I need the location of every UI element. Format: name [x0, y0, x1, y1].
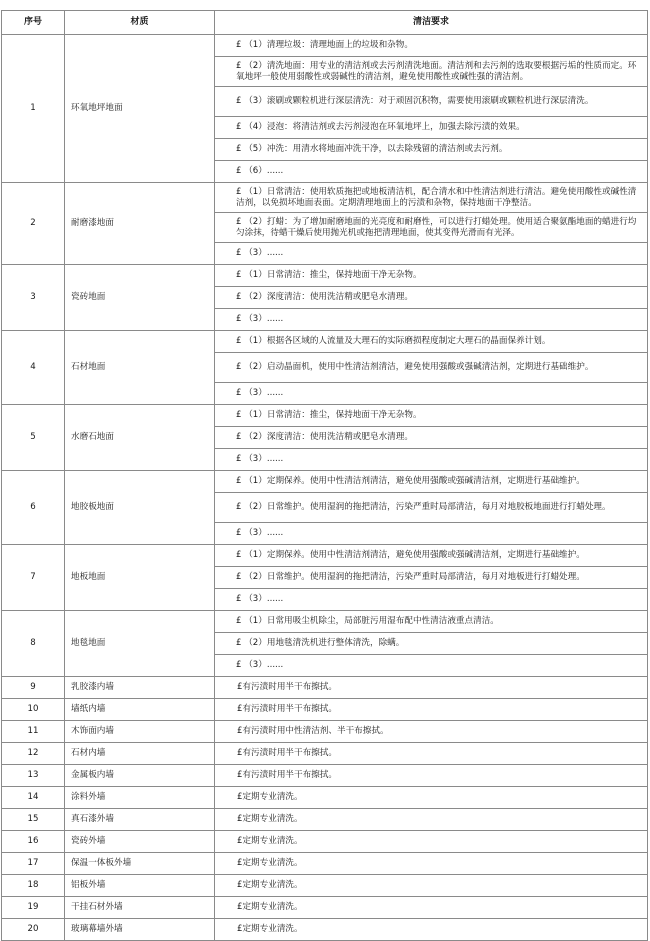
requirement-cell: £ （6）...... [215, 161, 648, 183]
material-cell: 水磨石地面 [65, 405, 215, 471]
seq-cell: 20 [2, 919, 65, 941]
table-row [2, 853, 648, 875]
seq-cell: 4 [2, 331, 65, 405]
seq-cell: 16 [2, 831, 65, 853]
requirement-cell: £ （3）滚刷或颗粒机进行深层清洗：对于顽固沉积物，需要使用滚刷或颗粒机进行深层清洗。 [215, 87, 648, 117]
table-row [2, 699, 648, 721]
material-cell: 木饰面内墙 [65, 721, 215, 743]
table-row [2, 897, 648, 919]
material-cell: 乳胶漆内墙 [65, 677, 215, 699]
seq-cell: 17 [2, 853, 65, 875]
table-row [2, 677, 648, 699]
table-row [2, 875, 648, 897]
requirement-cell: £ （3）...... [215, 309, 648, 331]
requirement-cell: £ （3）...... [215, 243, 648, 265]
table-row [2, 765, 648, 787]
table-row [2, 545, 648, 567]
seq-cell: 19 [2, 897, 65, 919]
requirement-cell: £ （5）冲洗：用清水将地面冲洗干净，以去除残留的清洁剂或去污剂。 [215, 139, 648, 161]
material-cell: 石材内墙 [65, 743, 215, 765]
table-row [2, 743, 648, 765]
table-row [2, 183, 648, 213]
header-requirement: 清洁要求 [215, 11, 648, 35]
table-body [2, 35, 648, 941]
header-material: 材质 [65, 11, 215, 35]
requirement-cell: £有污渍时用半干布擦拭。 [215, 699, 648, 721]
cleaning-requirements-table [1, 10, 648, 941]
requirement-cell: £ （1）定期保养。使用中性清洁剂清洁，避免使用强酸或强碱清洁剂，定期进行基础维护。 [215, 471, 648, 493]
table-row [2, 831, 648, 853]
table-row [2, 611, 648, 633]
material-cell: 真石漆外墙 [65, 809, 215, 831]
requirement-cell: £ （2）日常维护。使用湿润的拖把清洁，污染严重时局部清洁，每月对地胶板地面进行打蜡处理。 [215, 493, 648, 523]
requirement-cell: £ （2）用地毯清洗机进行整体清洗，除螨。 [215, 633, 648, 655]
requirement-cell: £定期专业清洗。 [215, 809, 648, 831]
requirement-cell: £ （2）深度清洁：使用洗洁精或肥皂水清理。 [215, 427, 648, 449]
seq-cell: 11 [2, 721, 65, 743]
table-row [2, 265, 648, 287]
material-cell: 石材地面 [65, 331, 215, 405]
requirement-cell: £定期专业清洗。 [215, 831, 648, 853]
table-row [2, 809, 648, 831]
material-cell: 玻璃幕墙外墙 [65, 919, 215, 941]
requirement-cell: £ （3）...... [215, 589, 648, 611]
seq-cell: 2 [2, 183, 65, 265]
seq-cell: 1 [2, 35, 65, 183]
seq-cell: 6 [2, 471, 65, 545]
requirement-cell: £ （2）深度清洁：使用洗洁精或肥皂水清理。 [215, 287, 648, 309]
seq-cell: 18 [2, 875, 65, 897]
requirement-cell: £ （1）清理垃圾：清理地面上的垃圾和杂物。 [215, 35, 648, 57]
requirement-cell: £ （3）...... [215, 523, 648, 545]
table-row [2, 787, 648, 809]
requirement-cell: £定期专业清洗。 [215, 897, 648, 919]
seq-cell: 3 [2, 265, 65, 331]
seq-cell: 14 [2, 787, 65, 809]
material-cell: 干挂石材外墙 [65, 897, 215, 919]
requirement-cell: £ （3）...... [215, 383, 648, 405]
header-row [2, 11, 648, 35]
seq-cell: 9 [2, 677, 65, 699]
requirement-cell: £ （1）日常清洁：推尘，保持地面干净无杂物。 [215, 405, 648, 427]
material-cell: 瓷砖外墙 [65, 831, 215, 853]
seq-cell: 5 [2, 405, 65, 471]
material-cell: 环氧地坪地面 [65, 35, 215, 183]
requirement-cell: £ （4）浸泡：将清洁剂或去污剂浸泡在环氧地坪上，加强去除污渍的效果。 [215, 117, 648, 139]
seq-cell: 10 [2, 699, 65, 721]
material-cell: 瓷砖地面 [65, 265, 215, 331]
seq-cell: 13 [2, 765, 65, 787]
requirement-cell: £ （1）根据各区域的人流量及大理石的实际磨损程度制定大理石的晶面保养计划。 [215, 331, 648, 353]
requirement-cell: £ （1）日常用吸尘机除尘，局部脏污用湿布配中性清洁液重点清洁。 [215, 611, 648, 633]
requirement-cell: £有污渍时用中性清洁剂、半干布擦拭。 [215, 721, 648, 743]
seq-cell: 7 [2, 545, 65, 611]
material-cell: 地板地面 [65, 545, 215, 611]
requirement-cell: £定期专业清洗。 [215, 787, 648, 809]
requirement-cell: £有污渍时用半干布擦拭。 [215, 677, 648, 699]
table-row [2, 471, 648, 493]
table-row [2, 331, 648, 353]
requirement-cell: £ （2）打蜡：为了增加耐磨地面的光亮度和耐磨性，可以进行打蜡处理。使用适合聚氨酯地面的蜡进行均匀涂抹，待蜡干燥后使用抛光机或拖把清理地面，使其变得光滑而有光泽。 [215, 213, 648, 243]
table-row [2, 919, 648, 941]
material-cell: 墙纸内墙 [65, 699, 215, 721]
requirement-cell: £有污渍时用半干布擦拭。 [215, 765, 648, 787]
material-cell: 铝板外墙 [65, 875, 215, 897]
requirement-cell: £定期专业清洗。 [215, 919, 648, 941]
requirement-cell: £ （2）启动晶面机，使用中性清洁剂清洁，避免使用强酸或强碱清洁剂，定期进行基础维护。 [215, 353, 648, 383]
table-row [2, 405, 648, 427]
material-cell: 金属板内墙 [65, 765, 215, 787]
header-seq: 序号 [2, 11, 65, 35]
requirement-cell: £定期专业清洗。 [215, 875, 648, 897]
seq-cell: 15 [2, 809, 65, 831]
requirement-cell: £有污渍时用半干布擦拭。 [215, 743, 648, 765]
requirement-cell: £ （3）...... [215, 449, 648, 471]
requirement-cell: £ （1）定期保养。使用中性清洁剂清洁，避免使用强酸或强碱清洁剂，定期进行基础维护。 [215, 545, 648, 567]
requirement-cell: £ （3）...... [215, 655, 648, 677]
requirement-cell: £定期专业清洗。 [215, 853, 648, 875]
requirement-cell: £ （2）日常维护。使用湿润的拖把清洁，污染严重时局部清洁，每月对地板进行打蜡处理。 [215, 567, 648, 589]
table-row [2, 35, 648, 57]
requirement-cell: £ （1）日常清洁：推尘，保持地面干净无杂物。 [215, 265, 648, 287]
material-cell: 地胶板地面 [65, 471, 215, 545]
material-cell: 地毯地面 [65, 611, 215, 677]
requirement-cell: £ （2）清洗地面：用专业的清洁剂或去污剂清洗地面。清洁剂和去污剂的选取要根据污垢的性质而定。环氧地坪一般使用弱酸性或弱碱性的清洁剂，避免使用酸性或碱性强的清洁剂。 [215, 57, 648, 87]
material-cell: 耐磨漆地面 [65, 183, 215, 265]
requirement-cell: £ （1）日常清洁：使用软质拖把或地板清洁机，配合清水和中性清洁剂进行清洁。避免使用酸性或碱性清洁剂，以免损坏地面表面。定期清理地面上的污渍和杂物，保持地面干净整洁。 [215, 183, 648, 213]
seq-cell: 12 [2, 743, 65, 765]
material-cell: 保温一体板外墙 [65, 853, 215, 875]
material-cell: 涂料外墙 [65, 787, 215, 809]
table-row [2, 721, 648, 743]
seq-cell: 8 [2, 611, 65, 677]
